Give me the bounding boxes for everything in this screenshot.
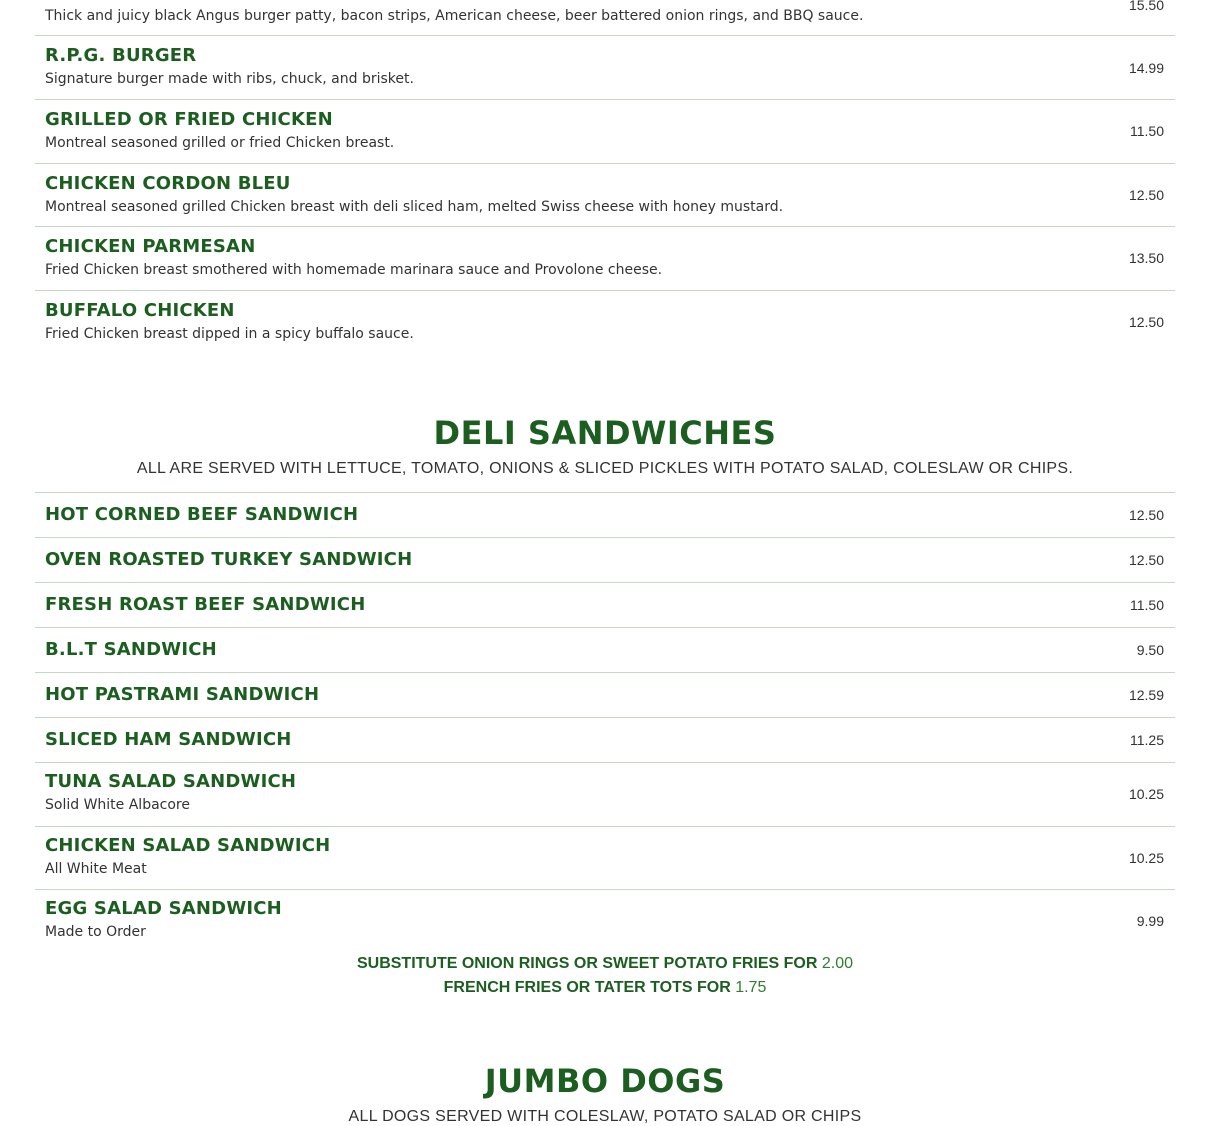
menu-item-price: 14.99 [1128,60,1164,76]
menu-item [35,718,1175,763]
note-price: 2.00 [821,955,854,972]
menu-item-name: TUNA SALAD SANDWICH [45,771,297,792]
menu-item-description: Thick and juicy black Angus burger patty, bacon strips, American cheese, beer battered onion rings, and BBQ sauce. [45,8,864,24]
menu-item-price: 11.25 [1130,732,1164,748]
deli-section [35,492,1175,952]
menu-item-name: EGG SALAD SANDWICH [45,898,282,919]
note-price: 1.75 [735,979,767,996]
menu-item-description: Signature burger made with ribs, chuck, and brisket. [45,71,414,87]
menu-item-price: 15.50 [1128,0,1164,13]
menu-item-name: SLICED HAM SANDWICH [45,729,292,750]
menu-item-name: CHICKEN PARMESAN [45,236,256,257]
note-label: FRENCH FRIES OR TATER TOTS FOR [443,979,731,996]
menu-item [35,100,1175,164]
menu-item-name: CHICKEN SALAD SANDWICH [45,835,331,856]
menu-item [35,890,1175,952]
menu-item-description: Montreal seasoned grilled Chicken breast with deli sliced ham, melted Swiss cheese with honey mustard. [45,199,784,215]
menu-item-price: 13.50 [1128,250,1164,266]
menu-item-price: 10.25 [1128,786,1164,802]
menu-item [35,538,1175,583]
menu-item-price: 11.50 [1130,123,1164,139]
menu-item-description: Fried Chicken breast dipped in a spicy buffalo sauce. [45,326,414,342]
menu-item [35,493,1175,538]
menu-item [35,291,1175,355]
section-title: DELI SANDWICHES [433,414,777,452]
note-label: SUBSTITUTE ONION RINGS OR SWEET POTATO FRIES FOR [356,955,818,972]
menu-item-price: 12.50 [1128,187,1164,203]
menu-item-name: CHICKEN CORDON BLEU [45,173,291,194]
menu-item-name: B.L.T SANDWICH [45,639,217,660]
menu-item-price: 12.59 [1128,687,1164,703]
menu-item [35,827,1175,890]
menu-item [35,227,1175,291]
menu-item-price: 11.50 [1130,597,1164,613]
menu-item-description: Solid White Albacore [45,797,190,813]
menu-item [35,673,1175,718]
section-subtitle: ALL ARE SERVED WITH LETTUCE, TOMATO, ONIONS & SLICED PICKLES WITH POTATO SALAD, COLESLAW OR CHIPS. [136,460,1074,477]
menu-item-price: 12.50 [1128,507,1164,523]
menu-item [35,763,1175,827]
menu-item-name: FRESH ROAST BEEF SANDWICH [45,594,366,615]
menu-item-price: 12.50 [1128,552,1164,568]
menu-item-name: R.P.G. BURGER [45,45,197,66]
menu-item [35,628,1175,673]
menu-item-description: Montreal seasoned grilled or fried Chicken breast. [45,135,395,151]
burger-section [35,0,1175,355]
menu-item [35,0,1175,36]
menu-item [35,583,1175,628]
section-subtitle: ALL DOGS SERVED WITH COLESLAW, POTATO SALAD OR CHIPS [348,1108,862,1125]
menu-item-price: 9.50 [1136,642,1164,658]
section-title: JUMBO DOGS [484,1062,726,1100]
menu-item-name: OVEN ROASTED TURKEY SANDWICH [45,549,413,570]
menu-item-name: HOT CORNED BEEF SANDWICH [45,504,359,525]
menu-item-description: All White Meat [45,861,147,877]
menu-item-price: 12.50 [1128,314,1164,330]
menu-item-name: HOT PASTRAMI SANDWICH [45,684,320,705]
menu-item-name: BUFFALO CHICKEN [45,300,235,321]
menu-item [35,36,1175,100]
menu-item-name: GRILLED OR FRIED CHICKEN [45,109,333,130]
menu-item-price: 9.99 [1136,913,1164,929]
menu-item-description: Fried Chicken breast smothered with homemade marinara sauce and Provolone cheese. [45,262,663,278]
substitution-note [0,979,1210,997]
menu-item-description: Made to Order [45,924,146,940]
menu-item-price: 10.25 [1128,850,1164,866]
menu-item [35,164,1175,227]
substitution-note [0,955,1210,973]
